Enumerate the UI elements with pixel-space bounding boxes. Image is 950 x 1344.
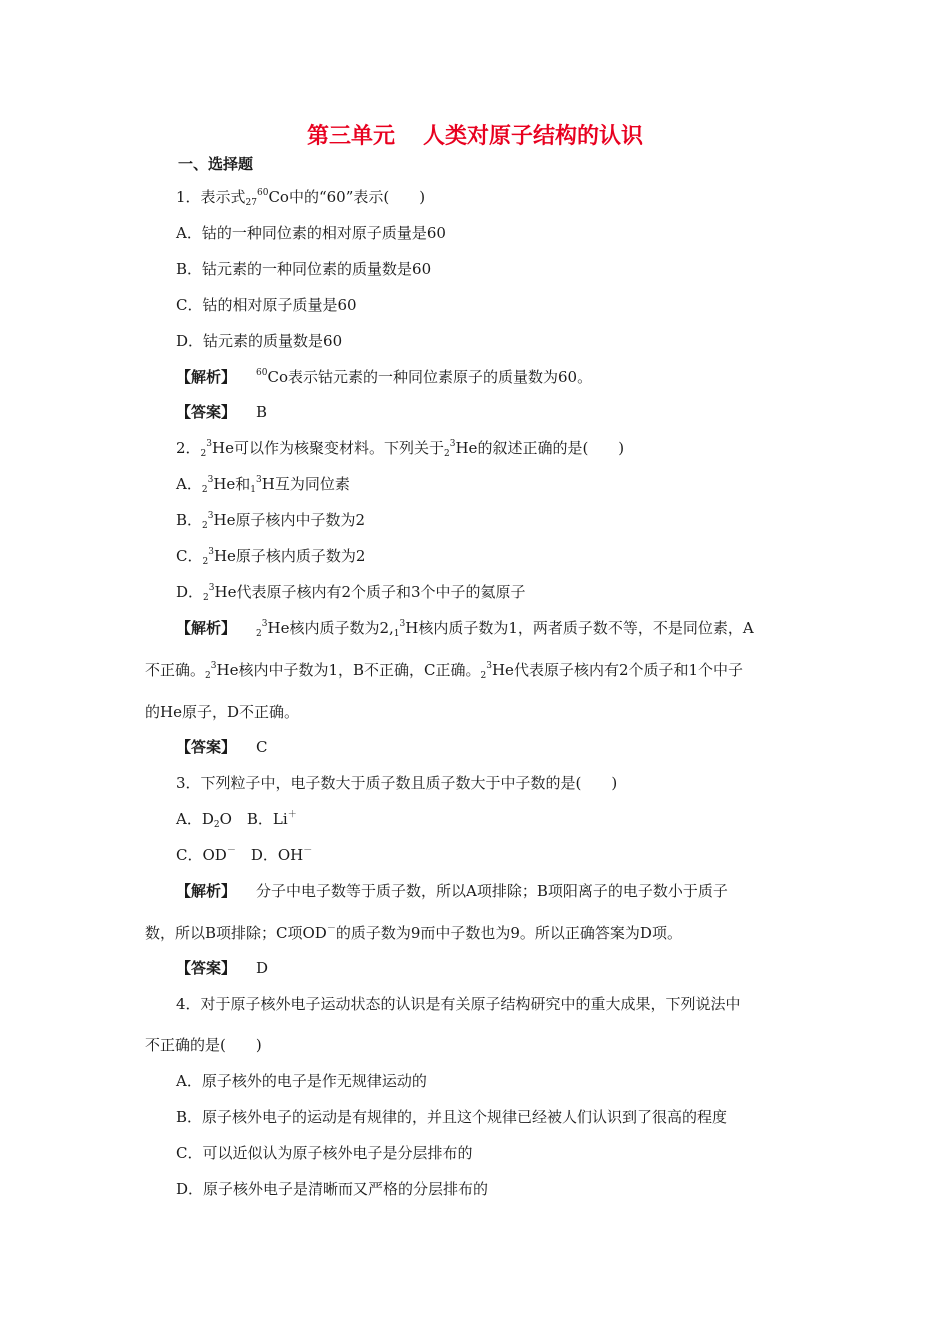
title-unit: 第三单元 xyxy=(306,124,395,149)
q3-analysis-line1: 【解析】 分子中电子数等于质子数，所以A项排除；B项阳离子的电子数小于质子 xyxy=(176,882,728,900)
q2-analysis-line3: 的He原子，D不正确。 xyxy=(145,703,299,721)
q1-option-c: C．钴的相对原子质量是60 xyxy=(176,296,357,314)
q1-option-a: A．钴的一种同位素的相对原子质量是60 xyxy=(176,224,446,242)
q2-analysis-line2: 不正确。$_2^3$He核内中子数为1，B不正确，C正确。$_2^3$He代表原子核内有2个质子和1个中子 xyxy=(145,661,744,681)
q2-option-c: C．$_2^3$He原子核内质子数为2 xyxy=(176,547,366,567)
answer-label: 【答案】 xyxy=(176,738,237,756)
q4-option-c: C．可以近似认为原子核外电子是分层排布的 xyxy=(176,1144,473,1162)
q4-option-a: A．原子核外的电子是作无规律运动的 xyxy=(176,1072,427,1090)
q4-option-b: B．原子核外电子的运动是有规律的，并且这个规律已经被人们认识到了很高的程度 xyxy=(176,1108,728,1126)
analysis-label: 【解析】 xyxy=(176,619,237,637)
title-topic: 人类对原子结构的认识 xyxy=(423,124,644,149)
q2-option-b: B．$_2^3$He原子核内中子数为2 xyxy=(176,511,366,531)
q3-options-cd: C．OD－ D．OH－ xyxy=(176,846,313,864)
q4-stem-line2: 不正确的是( ) xyxy=(145,1036,262,1054)
q3-stem: 3．下列粒子中，电子数大于质子数且质子数大于中子数的是( ) xyxy=(176,774,618,792)
q1-analysis: 【解析】 $^{60}$Co表示钴元素的一种同位素原子的质量数为60。 xyxy=(176,368,593,386)
analysis-label: 【解析】 xyxy=(176,882,237,900)
q3-answer: 【答案】 D xyxy=(176,959,269,977)
page-title xyxy=(0,124,950,150)
answer-label: 【答案】 xyxy=(176,403,237,421)
q1-answer: 【答案】 B xyxy=(176,403,268,421)
section-heading: 一、选择题 xyxy=(178,155,254,173)
q2-stem: 2．$_2^3$He可以作为核聚变材料。下列关于$_2^3$He的叙述正确的是( ) xyxy=(176,439,625,459)
q2-option-d: D．$_2^3$He代表原子核内有2个质子和3个中子的氦原子 xyxy=(176,583,526,603)
q4-option-d: D．原子核外电子是清晰而又严格的分层排布的 xyxy=(176,1180,489,1198)
q3-analysis-line2: 数，所以B项排除；C项OD－的质子数为9而中子数也为9。所以正确答案为D项。 xyxy=(145,924,682,942)
answer-label: 【答案】 xyxy=(176,959,237,977)
q4-stem-line1: 4．对于原子核外电子运动状态的认识是有关原子结构研究中的重大成果，下列说法中 xyxy=(176,995,741,1013)
q1-option-d: D．钴元素的质量数是60 xyxy=(176,332,343,350)
q2-analysis-line1: 【解析】 $_2^3$He核内质子数为$2,_1^3H$核内质子数为1，两者质子数不等，不是同位素，A xyxy=(176,619,754,639)
analysis-label: 【解析】 xyxy=(176,368,237,386)
q3-options-ab: A．$D_2O$ B．Li＋ xyxy=(176,810,297,830)
q1-option-b: B．钴元素的一种同位素的质量数是60 xyxy=(176,260,432,278)
q2-option-a: A．$_2^3$He和$_1^3$H互为同位素 xyxy=(176,475,350,495)
q2-answer: 【答案】 C xyxy=(176,738,268,756)
q1-stem: 1．表示式$_{27}^{60}$Co中的“60”表示( ) xyxy=(176,188,426,208)
